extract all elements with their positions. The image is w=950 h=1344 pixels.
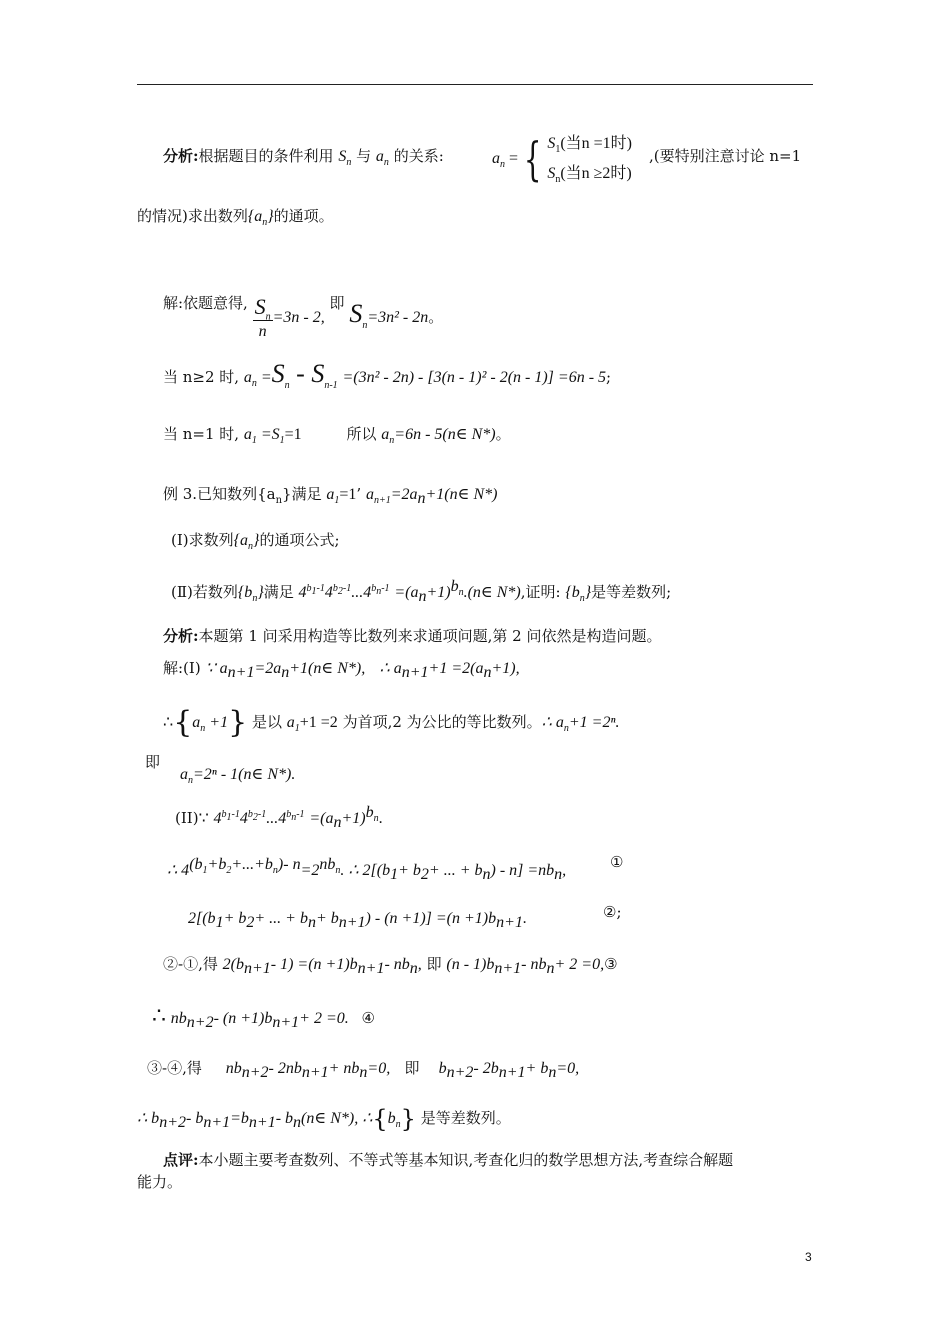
step-1: ∴ $4^{(b_1+b_2+...+b_n)- n}=2^{nb_n}$. ∴ $2[(b_1+ b_2+$ ... + $b_n) - n] =nb_n$, [167,856,567,883]
analysis-2: 分析:本题第 1 问采用构造等比数列来求通项问题,第 2 问依然是构造问题。 [163,627,662,645]
step-4: ∴ $nb_{n+2}-$ $(n +1)b_{n+1}+ 2 =0$. ④ [152,1003,375,1031]
analysis-label: 分析: [163,147,199,165]
step-5: ③-④,得 $nb_{n+2}-$ $2nb_{n+1}+ nb_n=0$, 即 $b_{n+2}-$ $2b_{n+1}+ b_n=0$, [147,1059,580,1081]
analysis-line-1: 分析:根据题目的条件利用 $S_n$ 与 $a_n$ 的关系: [163,147,444,169]
geometric-sequence-line: $\therefore\{a_n +1\}$ 是以 $a_1+1 =2$ 为首项,2 为公比的等比数列。∴ $a_n+1 =2^n$. [163,705,620,740]
marker-1: ① [610,853,624,871]
part-2: (Ⅱ)若数列$\{b_n\}$满足 $4^{b_1-1}4^{b_2-1}...4^{b_n-1}$ $=(a_n+1)^{b_n}.(n\in$ N*),证明: $\{b_n\}$是等差数列; [171,578,672,605]
step-3: ②-①,得 $2(b_{n+1}-$ $1) =(n +1)b_{n+1}-$ $nb_n$, 即 $(n - 1)b_{n+1}-$ $nb_n+ 2$ =0,③ [163,955,618,977]
solution-part-1: 解:(Ⅰ) ∵ $a_{n+1}=2a_n+1(n\in$ N*), ∴ $a_{n+1}+1 =2(a_n+1)$, [163,659,520,681]
step-2: $2[(b_1+ b_2+$ ... + $b_n+ b_{n+1}) - (n +1)] =(n +1)b_{n+1}$. [188,910,527,931]
solution-part-2: (II)∵ $4^{b_1-1}4^{b_2-1}...4^{b_n-1} =(a_n+1)^{b_n}$. [175,804,383,831]
solution-1: 解:依题意得, $\frac{S_n}{n}$ =3n - 2, 即 $S_n=3n^2 - 2n$。 [163,293,444,340]
marker-2: ②; [603,903,622,921]
piecewise-formula: $a_n$ = { $S_1$(当n =1时) $S_n$(当n ≥2时) [492,132,632,186]
analysis-line-2: 的情况)求出数列$\{a_n\}$的通项。 [137,207,334,229]
case-n-eq-1: 当 n=1 时, $a_1 =S_1=1$ 所以 $a_n=6n$ - 5(n∈ N*)。 [163,425,511,447]
example-3: 例 3.已知数列$\{a_n\}$满足 $a_1=1$’ $a_{n+1}=2a_n+1(n\in$ N*) [163,485,498,507]
solution-ji: 即 [145,753,161,771]
comment-line-1: 点评:本小题主要考查数列、不等式等基本知识,考查化归的数学思想方法,考查综合解题 [163,1151,734,1169]
step-6: ∴ $b_{n+2}-$ $b_{n+1}=b_{n+1}-$ $b_n(n\in$ N*), $\therefore\{b_n\}$ 是等差数列。 [137,1105,511,1133]
page-number: 3 [805,1250,812,1264]
header-rule [137,84,813,85]
analysis-line-1-end: ,(要特别注意讨论 n=1 [649,147,802,165]
part-1: (Ⅰ)求数列$\{a_n\}$的通项公式; [171,531,340,553]
solution-ji-result: $a_n=2^n$ - 1(n∈ N*). [180,766,296,787]
comment-line-2: 能力。 [137,1173,183,1191]
case-n-ge-2: 当 n≥2 时, $a_n =S_n - S_{n-1} =(3n^2 - 2n) - [3(n - 1)^2 - 2(n - 1)] =6n - 5$; [163,359,612,392]
